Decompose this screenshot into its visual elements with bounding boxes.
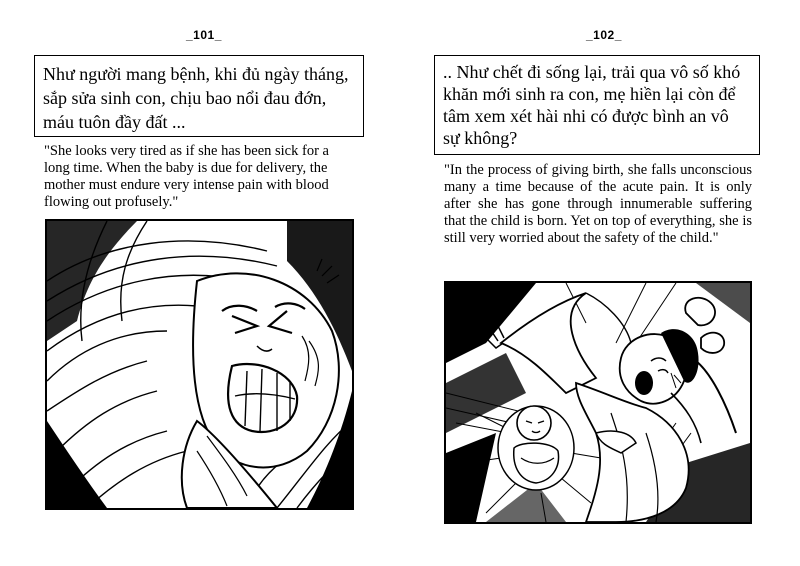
vietnamese-line: sự không? xyxy=(443,128,518,148)
comic-panel-mother-in-pain xyxy=(45,219,354,510)
vietnamese-line: tâm xem xét hài nhi có được bình an vô xyxy=(443,106,729,126)
illustration-mother-crying xyxy=(47,221,352,508)
page-number-101: _101_ xyxy=(186,28,222,42)
vietnamese-line: sắp sửa sinh con, chịu bao nổi đau đớn, xyxy=(43,88,327,108)
vietnamese-text-box xyxy=(34,55,364,137)
illustration-mother-fainting xyxy=(446,283,750,522)
vietnamese-line: .. Như chết đi sống lại, trải qua vô số khó xyxy=(443,62,741,82)
comic-panel-mother-and-baby xyxy=(444,281,752,524)
vietnamese-text-box xyxy=(434,55,760,155)
vietnamese-line: máu tuôn đầy đất ... xyxy=(43,112,186,132)
vietnamese-line: khăn mới sinh ra con, mẹ hiền lại còn để xyxy=(443,84,736,104)
english-caption: "In the process of giving birth, she falls unconscious many a time because of the acute pain. It is only after she has gone through innumerable suffering that the child is born. Yet on top of everything, she is still very worried about the safety of the child." xyxy=(444,162,752,246)
page-number-102: _102_ xyxy=(586,28,622,42)
english-caption: "She looks very tired as if she has been sick for a long time. When the baby is due for delivery, the mother must endure very intense pain with blood flowing out profusely." xyxy=(44,143,329,210)
vietnamese-line: Như người mang bệnh, khi đủ ngày tháng, xyxy=(43,64,349,84)
